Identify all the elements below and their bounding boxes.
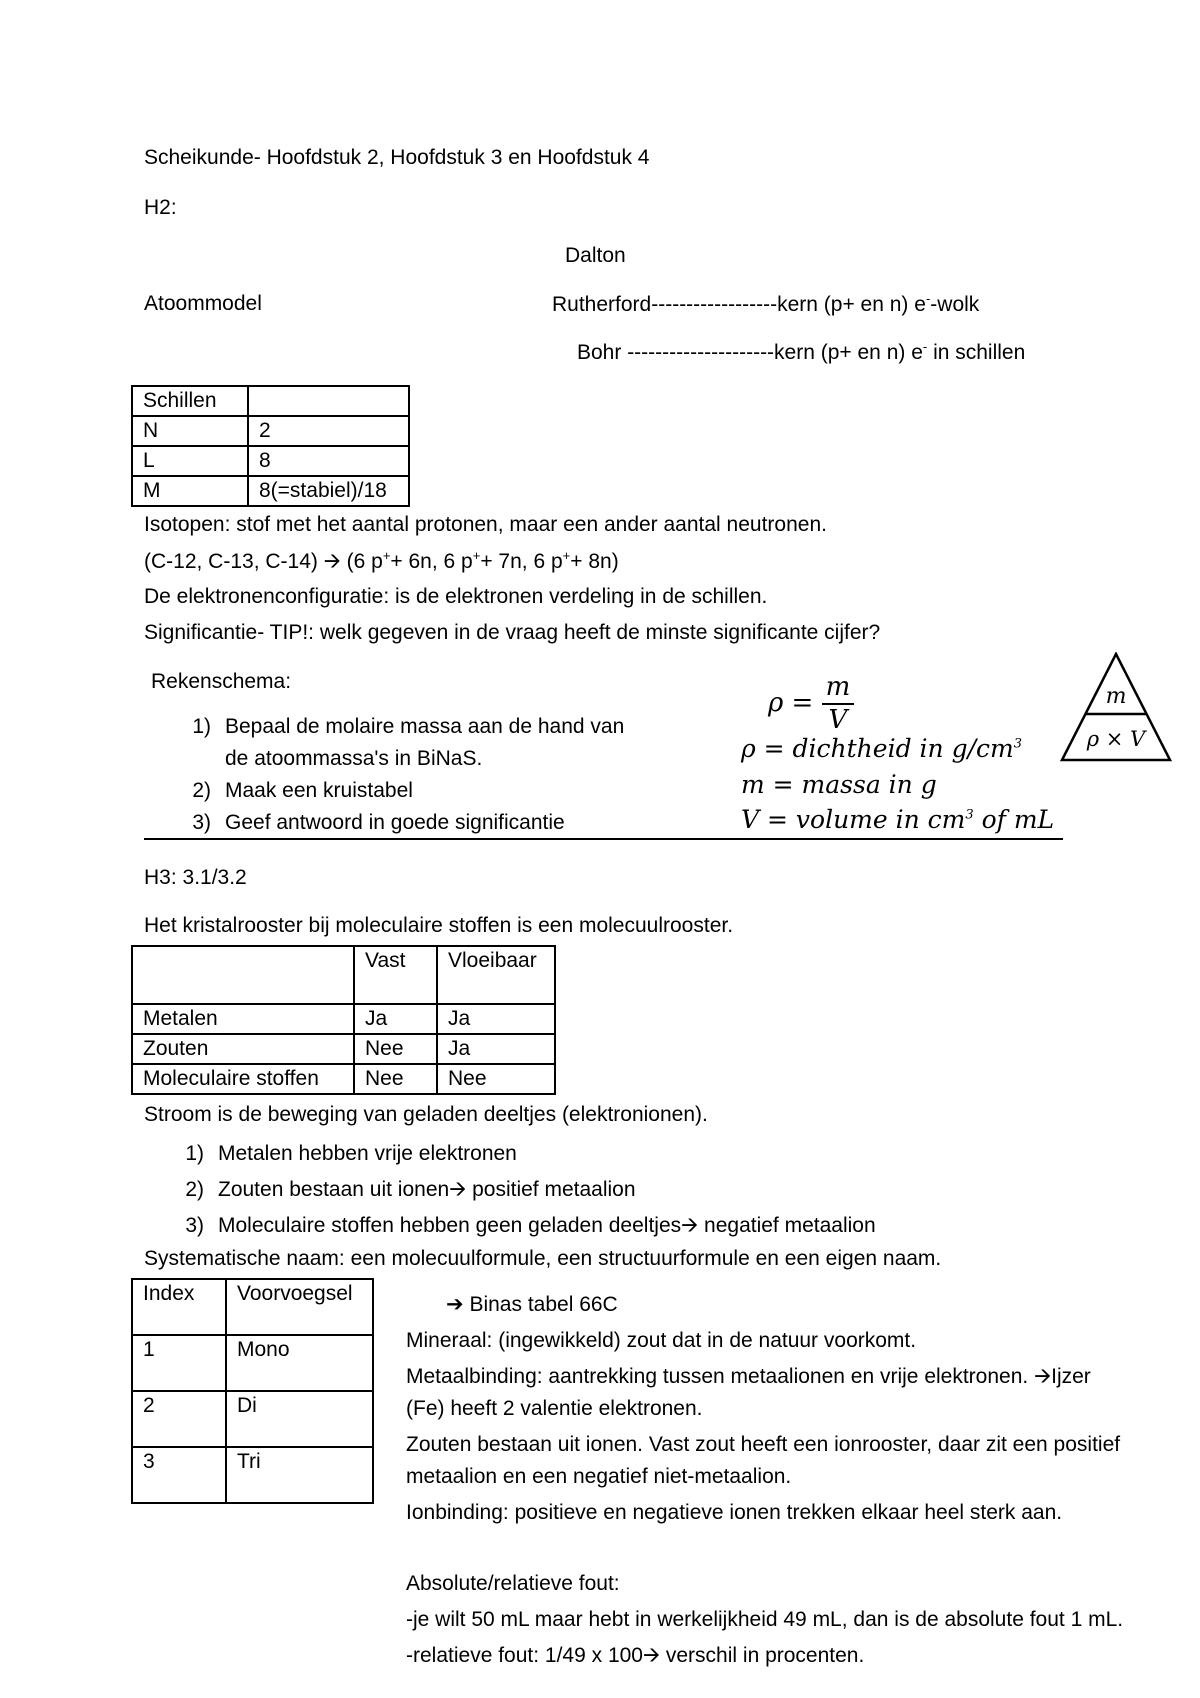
- atom-model-label: Atoommodel: [144, 292, 262, 315]
- density-definition: ρ = dichtheid in $g/cm^3$: [741, 734, 1022, 763]
- table-row: [132, 1447, 373, 1503]
- table-cell: Moleculaire stoffen: [132, 1064, 354, 1094]
- model-rutherford: Rutherford------------------kern (p+ en n) e--wolk: [552, 291, 980, 316]
- table-row: [132, 946, 555, 1004]
- list-item: 1) Metalen hebben vrije elektronen: [185, 1142, 517, 1165]
- volume-definition: V = volume in $cm^3$ of mL: [741, 805, 1055, 834]
- model-dalton: Dalton: [565, 244, 626, 267]
- table-cell: Nee: [354, 1034, 437, 1064]
- table-cell: 1: [132, 1335, 226, 1391]
- metal-bond-text: Metaalbinding: aantrekking tussen metaalionen en vrije elektronen. 🡪Ijzer: [406, 1365, 1091, 1388]
- calc-steps: [151, 711, 624, 839]
- table-cell: Nee: [354, 1064, 437, 1094]
- mineral-text: Mineraal: (ingewikkeld) zout dat in de natuur voorkomt.: [406, 1329, 917, 1352]
- h3-heading: H3: 3.1/3.2: [144, 866, 247, 889]
- table-cell: Ja: [354, 1004, 437, 1034]
- error-heading: Absolute/relatieve fout:: [406, 1572, 620, 1595]
- list-item: 1) Bepaal de molaire massa aan de hand van: [192, 715, 625, 738]
- prefix-table: [131, 1278, 374, 1504]
- table-row: [132, 1004, 555, 1034]
- ion-bond-text: Ionbinding: positieve en negatieve ionen trekken elkaar heel sterk aan.: [406, 1501, 1063, 1524]
- page-title: Scheikunde- Hoofdstuk 2, Hoofdstuk 3 en Hoofdstuk 4: [144, 146, 650, 169]
- shells-table: [131, 385, 410, 507]
- table-cell: N: [132, 416, 248, 446]
- arrow-right-icon: 🡪: [681, 1214, 699, 1237]
- arrow-right-icon: 🡪: [1034, 1365, 1052, 1388]
- crystal-text: Het kristalrooster bij moleculaire stoffen is een molecuulrooster.: [144, 914, 734, 937]
- table-cell: 2: [248, 416, 409, 446]
- table-cell: 2: [132, 1391, 226, 1447]
- significance-tip: Significantie- TIP!: welk gegeven in de vraag heeft de minste significante cijfer?: [144, 621, 881, 644]
- table-row: [132, 1335, 373, 1391]
- table-row: [132, 1064, 555, 1094]
- triangle-top-label: m: [1105, 684, 1127, 709]
- list-item: 2) Zouten bestaan uit ionen🡪 positief metaalion: [185, 1178, 636, 1201]
- table-cell: 8: [248, 446, 409, 476]
- table-cell: 3: [132, 1447, 226, 1503]
- table-cell: Vloeibaar: [437, 946, 555, 1004]
- table-cell: Ja: [437, 1034, 555, 1064]
- table-cell: Schillen: [132, 386, 248, 416]
- table-cell: Ja: [437, 1004, 555, 1034]
- table-cell: Mono: [226, 1335, 373, 1391]
- model-bohr: Bohr ---------------------kern (p+ en n) e- in schillen: [577, 339, 1026, 364]
- list-item: 3) Geef antwoord in goede significantie: [192, 811, 565, 834]
- table-cell: [132, 946, 354, 1004]
- systematic-name-text: Systematische naam: een molecuulformule, een structuurformule en een eigen naam.: [144, 1247, 942, 1270]
- table-cell: M: [132, 476, 248, 506]
- table-row: [132, 416, 409, 446]
- conduction-table: [131, 945, 556, 1095]
- table-cell: Nee: [437, 1064, 555, 1094]
- binas-reference: ➔ Binas tabel 66C: [446, 1293, 618, 1316]
- arrow-right-icon: 🡪: [642, 1644, 661, 1667]
- arrow-right-icon: 🡪: [449, 1178, 467, 1201]
- h2-heading: H2:: [144, 196, 177, 219]
- table-row: [132, 1391, 373, 1447]
- table-row: [132, 1034, 555, 1064]
- table-row: [132, 446, 409, 476]
- list-item: 2) Maak een kruistabel: [192, 779, 413, 802]
- table-cell: Vast: [354, 946, 437, 1004]
- salts-text: Zouten bestaan uit ionen. Vast zout heeft een ionrooster, daar zit een positief: [406, 1433, 1121, 1456]
- table-cell: Voorvoegsel: [226, 1279, 373, 1335]
- mass-definition: m = massa in g: [741, 770, 937, 799]
- isotopes-text: Isotopen: stof met het aantal protonen, maar een ander aantal neutronen.: [144, 513, 827, 536]
- table-cell: Index: [132, 1279, 226, 1335]
- calc-heading: Rekenschema:: [151, 670, 292, 693]
- section-divider: [144, 838, 1063, 840]
- table-cell: Di: [226, 1391, 373, 1447]
- electron-config-text: De elektronenconfiguratie: is de elektronen verdeling in de schillen.: [144, 585, 768, 608]
- density-formula: ρ = $\frac{m}{V}$: [768, 672, 854, 736]
- relative-error-text: -relatieve fout: 1/49 x 100🡪 verschil in procenten.: [406, 1644, 865, 1667]
- current-list: [144, 1136, 876, 1244]
- table-cell: Metalen: [132, 1004, 354, 1034]
- metal-bond-text-2: (Fe) heeft 2 valentie elektronen.: [406, 1397, 703, 1420]
- table-cell: L: [132, 446, 248, 476]
- table-row: [132, 1279, 373, 1335]
- isotopes-example: (C-12, C-13, C-14) 🡪 (6 p++ 6n, 6 p++ 7n, 6 p++ 8n): [144, 548, 619, 573]
- list-item: 3) Moleculaire stoffen hebben geen geladen deeltjes🡪 negatief metaalion: [185, 1214, 876, 1237]
- salts-text-2: metaalion en een negatief niet-metaalion.: [406, 1465, 792, 1488]
- triangle-bottom-label: ρ × V: [1086, 727, 1146, 751]
- table-cell: [248, 386, 409, 416]
- table-cell: Tri: [226, 1447, 373, 1503]
- table-row: [132, 476, 409, 506]
- table-row: [132, 386, 409, 416]
- list-item: de atoommassa's in BiNaS.: [225, 747, 483, 770]
- table-cell: 8(=stabiel)/18: [248, 476, 409, 506]
- table-cell: Zouten: [132, 1034, 354, 1064]
- current-text: Stroom is de beweging van geladen deeltjes (elektronionen).: [144, 1103, 708, 1126]
- arrow-right-icon: 🡪: [323, 550, 341, 573]
- absolute-error-text: -je wilt 50 mL maar hebt in werkelijkheid 49 mL, dan is de absolute fout 1 mL.: [406, 1608, 1124, 1631]
- formula-triangle-icon: [1058, 652, 1174, 764]
- arrow-right-icon: ➔: [446, 1293, 464, 1316]
